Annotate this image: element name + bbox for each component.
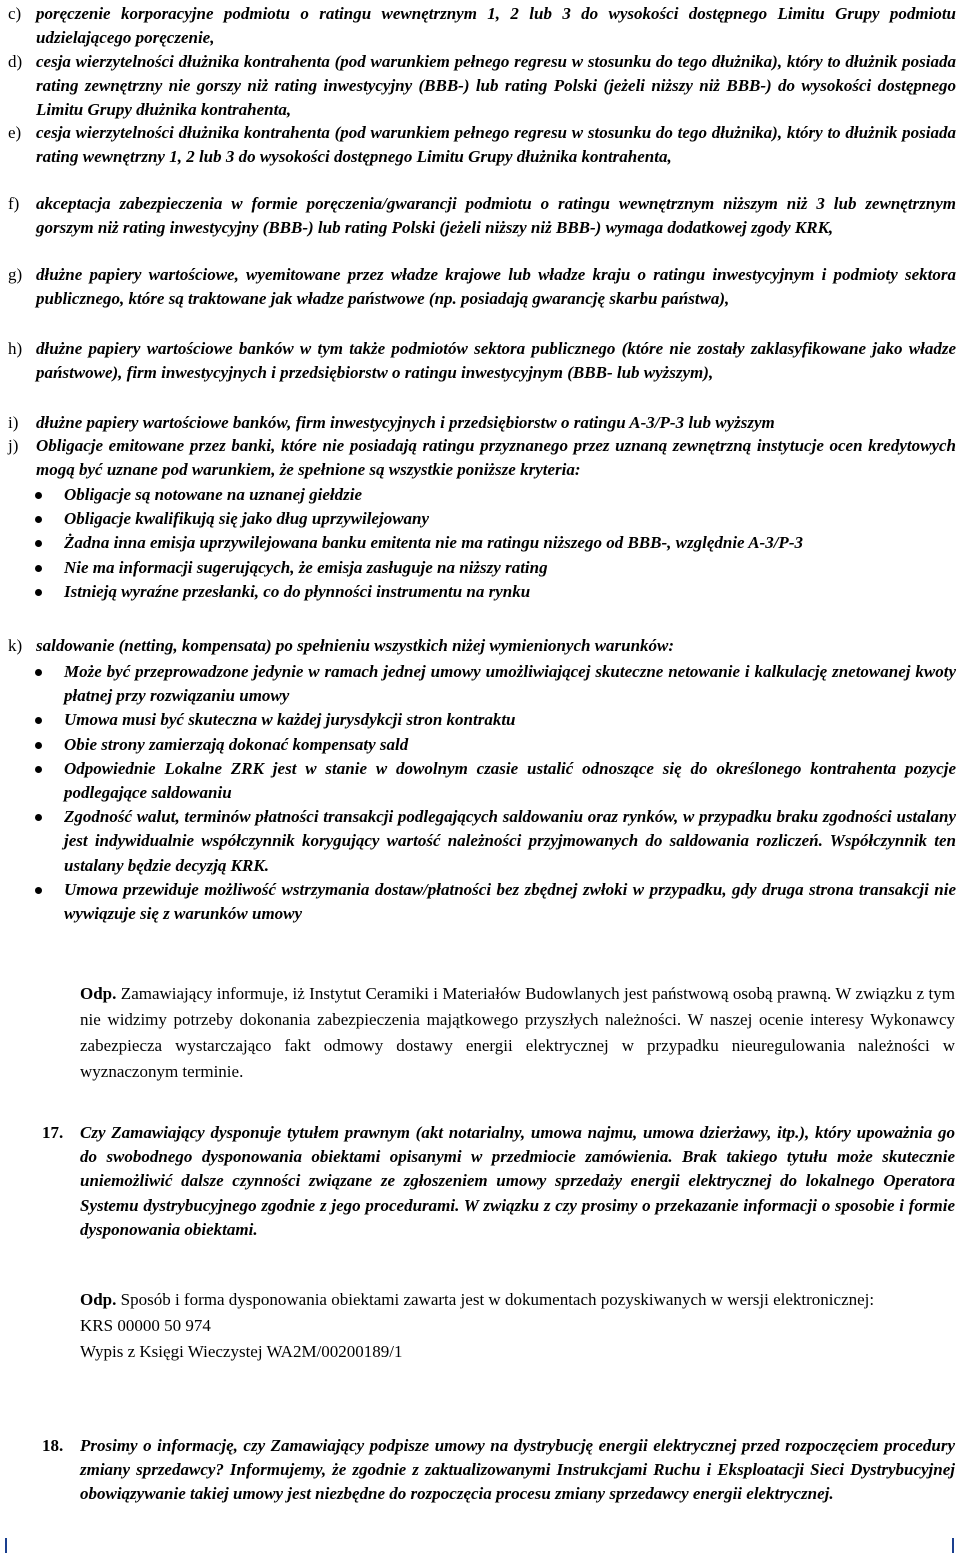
- list-item-text: cesja wierzytelności dłużnika kontrahenta (pod warunkiem pełnego regresu w stosunku do tego dłużnika), który to dłużnik posiada rating wewnętrzny 1, 2 lub 3 do wysokości dostępnego Limitu Grupy dłużnika kontrahenta,: [36, 123, 956, 167]
- bullet-dot-icon: [35, 742, 42, 749]
- krs-number: KRS 00000 50 974: [80, 1316, 211, 1335]
- bullet-item: [0, 531, 956, 555]
- bullet-dot-icon: [35, 887, 42, 894]
- bullet-item: [0, 660, 956, 708]
- question-text: Prosimy o informację, czy Zamawiający podpisze umowy na dystrybucję energii elektrycznej przed rozpoczęciem procedury zmiany sprzedawcy? Informujemy, że zgodnie z zaktualizowanymi Instrukcjami Ruchu i Eksploatacji Sieci Dystrybucyjnej obowiązywanie takiej umowy jest niezbędne do rozpoczęcia procesu zmiany sprzedawcy energii elektrycznej.: [80, 1436, 955, 1504]
- bullet-item: [0, 556, 956, 580]
- bullet-text: Istnieją wyraźne przesłanki, co do płynności instrumentu na rynku: [64, 581, 531, 601]
- list-item-g: [8, 263, 956, 311]
- list-item-text: Obligacje emitowane przez banki, które nie posiadają ratingu przyznanego przez uznaną zewnętrzną instytucje ocen kredytowych mogą być uznane pod warunkiem, że spełnione są wszystkie poniższe kryteria:: [36, 436, 956, 480]
- list-item-c: [8, 2, 956, 50]
- list-item-text: dłużne papiery wartościowe, wyemitowane przez władze krajowe lub władze kraju o ratingu inwestycyjnym i podmioty sektora publicznego, które są traktowane jak władze państwowe (np. posiadają gwarancję skarbu państwa),: [36, 265, 956, 309]
- answer-block: [80, 1287, 955, 1365]
- list-item-e: [8, 121, 956, 169]
- bullet-text: Obie strony zamierzają dokonać kompensaty sald: [64, 734, 409, 754]
- bullet-dot-icon: [35, 540, 42, 547]
- bullet-text: Obligacje są notowane na uznanej giełdzie: [64, 485, 362, 504]
- bullet-list-j: [0, 483, 956, 604]
- list-marker: g): [8, 265, 23, 284]
- list-marker: h): [8, 339, 23, 358]
- question-number: 18.: [42, 1436, 64, 1455]
- list-item-k: [8, 634, 956, 658]
- list-item-text: dłużne papiery wartościowe banków w tym także podmiotów sektora publicznego (które nie zostały zaklasyfikowane jako władze państwowe), firm inwestycyjnych i przedsiębiorstw o ratingu inwestycyjnym (BBB- lub wyższym),: [36, 339, 956, 383]
- bullet-item: [0, 708, 956, 732]
- list-item-i: [8, 411, 956, 435]
- bullet-item: [0, 580, 956, 604]
- question-text: Czy Zamawiający dysponuje tytułem prawnym (akt notarialny, umowa najmu, umowa dzierżawy, itp.), który upoważnia go do swobodnego dysponowania obiektami opisanymi w przedmiocie zamówienia. Brak takiego tytułu może skutecznie uniemożliwić dalsze czynności związane ze zgłoszeniem umowy sprzedaży energii elektrycznej do lokalnego Operatora Systemu dystrybucyjnego zgodnie z jego procedurami. W związku z czy prosimy o przekazanie informacji o sposobie i formie dysponowania obiektami.: [80, 1123, 955, 1239]
- bullet-text: Odpowiednie Lokalne ZRK jest w stanie w dowolnym czasie ustalić odnoszące się do określonego kontrahenta pozycje podlegające saldowaniu: [64, 758, 956, 803]
- page-edge-mark: [952, 1538, 954, 1553]
- bullet-dot-icon: [35, 516, 42, 523]
- list-item-h: [8, 337, 956, 385]
- list-item-d: [8, 50, 956, 123]
- list-marker: e): [8, 123, 22, 142]
- bullet-item: [0, 483, 956, 507]
- bullet-dot-icon: [35, 766, 42, 773]
- answer-text: Sposób i forma dysponowania obiektami zawarta jest w dokumentach pozyskiwanych w wersji elektronicznej:: [116, 1290, 875, 1309]
- bullet-item: [0, 878, 956, 926]
- bullet-dot-icon: [35, 814, 42, 821]
- list-marker: k): [8, 636, 23, 655]
- bullet-text: Umowa musi być skuteczna w każdej jurysdykcji stron kontraktu: [64, 710, 516, 730]
- list-item-j: [8, 434, 956, 482]
- bullet-list-k: [0, 660, 956, 926]
- list-marker: d): [8, 52, 23, 71]
- list-item-text: poręczenie korporacyjne podmiotu o ratingu wewnętrznym 1, 2 lub 3 do wysokości dostępnego Limitu Grupy podmiotu udzielającego poręczenie,: [36, 4, 956, 48]
- list-item-text: akceptacja zabezpieczenia w formie poręczenia/gwarancji podmiotu o ratingu wewnętrznym niższym niż 3 lub zewnętrznym gorszym niż rating inwestycyjny (BBB-) lub rating Polski (jeżeli niższy niż BBB-) wymaga dodatkowej zgody KRK,: [36, 194, 956, 238]
- bullet-text: Umowa przewiduje możliwość wstrzymania dostaw/płatności bez zbędnej zwłoki w przypadku, gdy druga strona transakcji nie wywiązuje się z warunków umowy: [64, 879, 956, 924]
- bullet-text: Nie ma informacji sugerujących, że emisja zasługuje na niższy rating: [64, 557, 548, 577]
- bullet-dot-icon: [35, 565, 42, 572]
- question-18: [42, 1434, 955, 1507]
- bullet-item: [0, 507, 956, 531]
- list-item-text: saldowanie (netting, kompensata) po spełnieniu wszystkich niżej wymienionych warunków:: [36, 636, 675, 655]
- bullet-dot-icon: [35, 492, 42, 499]
- list-item-text: dłużne papiery wartościowe banków, firm inwestycyjnych i przedsiębiorstw o ratingu A-3/P-3 lub wyższym: [36, 413, 775, 432]
- bullet-text: Może być przeprowadzone jedynie w ramach jednej umowy umożliwiającej skuteczne netowanie i kalkulację znetowanej kwoty płatnej przy rozwiązaniu umowy: [64, 662, 956, 706]
- list-marker: j): [8, 436, 19, 455]
- page-edge-mark: [5, 1538, 7, 1553]
- bullet-text: Żadna inna emisja uprzywilejowana banku emitenta nie ma ratingu niższego od BBB-, względnie A-3/P-3: [64, 533, 803, 553]
- bullet-dot-icon: [35, 669, 42, 676]
- answer-text: Zamawiający informuje, iż Instytut Ceramiki i Materiałów Budowlanych jest państwową osobą prawną. W związku z tym nie widzimy potrzeby dokonania zabezpieczenia majątkowego przyszłych należności. W naszej ocenie interesy Wykonawcy zabezpiecza wystarczająco fakt odmowy dostawy energii elektrycznej w przypadku nieuregulowania należności w wyznaczonym terminie.: [80, 984, 955, 1081]
- bullet-item: [0, 757, 956, 805]
- bullet-dot-icon: [35, 717, 42, 724]
- list-item-f: [8, 192, 956, 240]
- bullet-item: [0, 805, 956, 878]
- answer-label: Odp.: [80, 1290, 117, 1309]
- question-number: 17.: [42, 1123, 64, 1142]
- list-marker: i): [8, 413, 19, 432]
- bullet-dot-icon: [35, 589, 42, 596]
- answer-block: [80, 981, 955, 1085]
- list-marker: f): [8, 194, 20, 213]
- question-17: [42, 1121, 955, 1242]
- list-item-text: cesja wierzytelności dłużnika kontrahenta (pod warunkiem pełnego regresu w stosunku do tego dłużnika), który to dłużnik posiada rating zewnętrzny nie gorszy niż rating inwestycyjny (BBB-) lub rating Polski (jeżeli niższy niż BBB-) do wysokości dostępnego Limitu Grupy dłużnika kontrahenta,: [36, 52, 956, 120]
- answer-label: Odp.: [80, 984, 117, 1003]
- bullet-item: [0, 733, 956, 757]
- land-register-entry: Wypis z Księgi Wieczystej WA2M/00200189/1: [80, 1342, 403, 1361]
- bullet-text: Zgodność walut, terminów płatności transakcji podlegających saldowaniu oraz rynków, w przypadku braku zgodności ustalany jest indywidualnie współczynnik korygujący wartość należności przyjmowanych do saldowania rozliczeń. Współczynnik ten ustalany będzie decyzją KRK.: [64, 807, 956, 875]
- bullet-text: Obligacje kwalifikują się jako dług uprzywilejowany: [64, 509, 430, 529]
- list-marker: c): [8, 4, 22, 23]
